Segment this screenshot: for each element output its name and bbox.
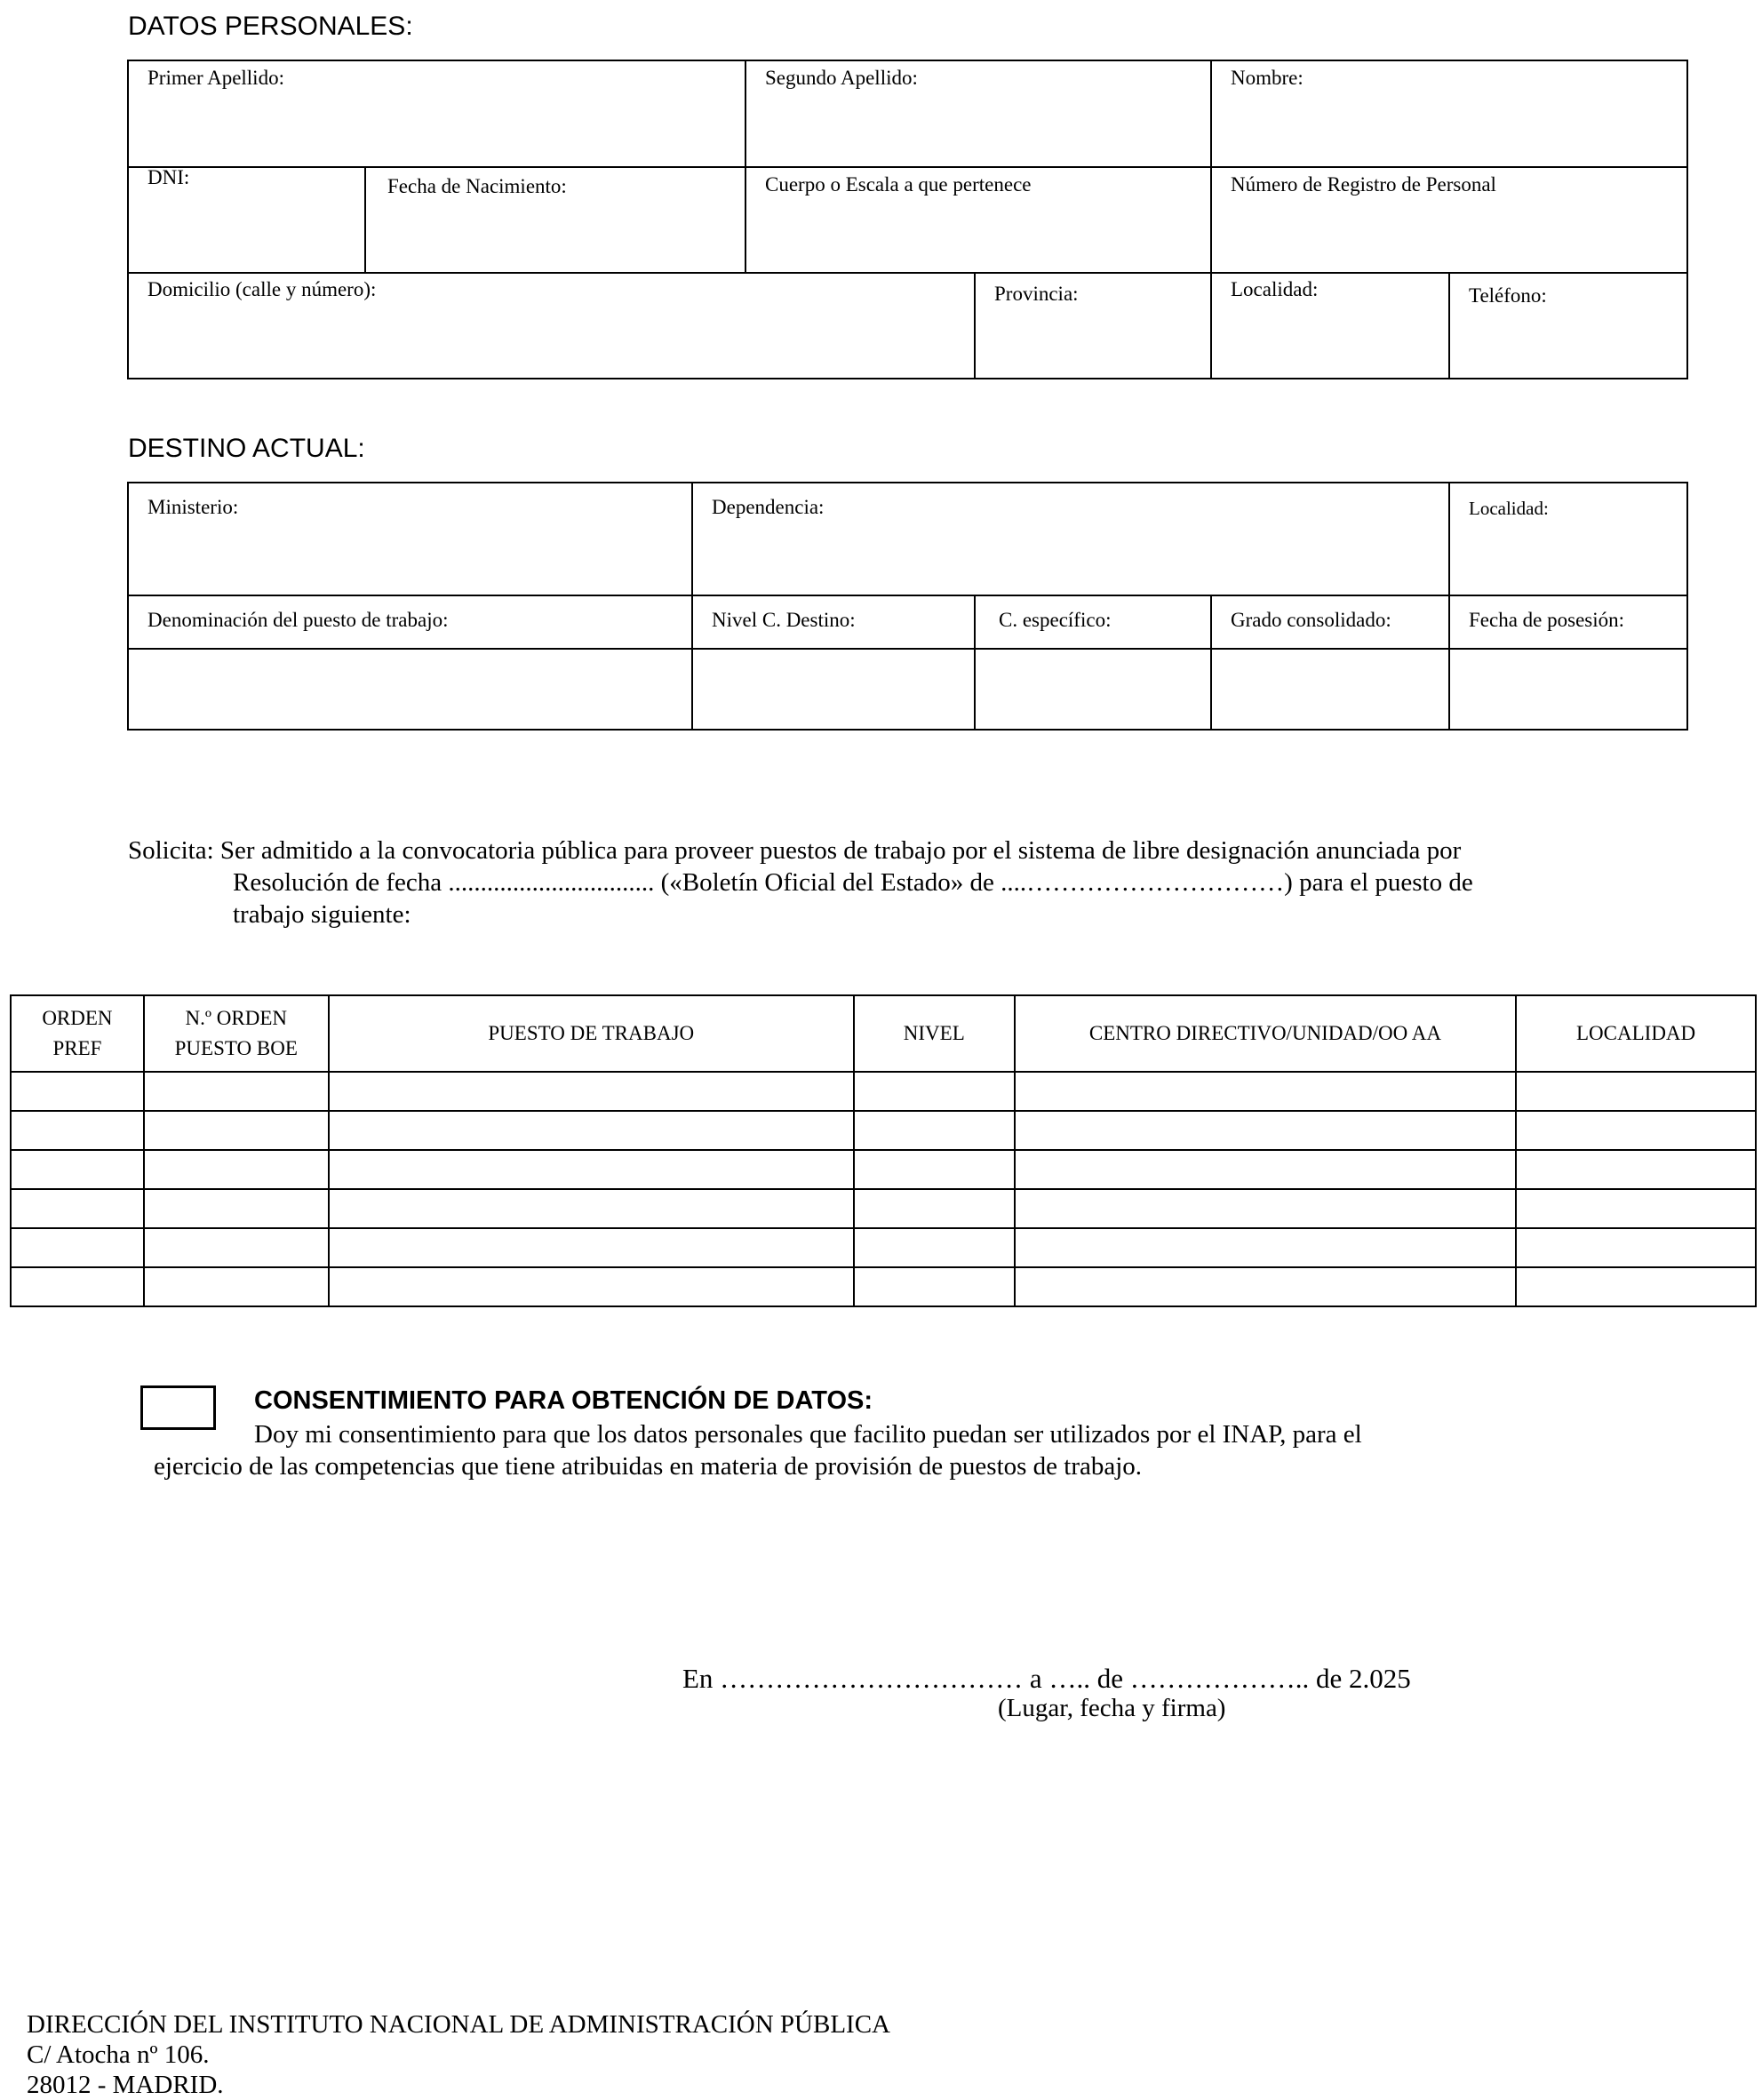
cuerpo-escala-label: Cuerpo o Escala a que pertenece: [765, 173, 1032, 196]
header-n-orden: N.º ORDEN PUESTO BOE: [144, 995, 329, 1072]
segundo-apellido-label: Segundo Apellido:: [765, 67, 918, 89]
primer-apellido-field[interactable]: [127, 60, 746, 168]
denominacion-input[interactable]: [127, 648, 693, 731]
nombre-label: Nombre:: [1231, 67, 1304, 89]
firma-line: En …………………………… a ….. de ……………….. de 2.025: [682, 1663, 1411, 1694]
datos-personales-heading: DATOS PERSONALES:: [128, 12, 413, 41]
destino-actual-heading: DESTINO ACTUAL:: [128, 434, 365, 463]
consentimiento-line1: Doy mi consentimiento para que los datos personales que facilito puedan ser utilizados por el INAP, para el: [254, 1420, 1362, 1449]
nivel-destino-label: Nivel C. Destino:: [712, 609, 856, 631]
provincia-field[interactable]: [974, 272, 1212, 379]
dependencia-field[interactable]: [691, 482, 1450, 596]
table-row[interactable]: [11, 1189, 1756, 1228]
solicita-line3: trabajo siguiente:: [233, 900, 411, 929]
fecha-posesion-input[interactable]: [1448, 648, 1688, 731]
localidad-label: Localidad:: [1231, 278, 1319, 300]
header-centro: CENTRO DIRECTIVO/UNIDAD/OO AA: [1015, 995, 1517, 1072]
telefono-label: Teléfono:: [1469, 284, 1547, 307]
dni-label: DNI:: [147, 166, 190, 188]
fecha-nacimiento-field[interactable]: [364, 166, 746, 274]
solicita-line1: Ser admitido a la convocatoria pública para proveer puestos de trabajo por el sistema de libre designación anunciada por: [219, 836, 1462, 865]
table-row[interactable]: [11, 1228, 1756, 1267]
table-row[interactable]: [11, 1111, 1756, 1150]
footer-line2: C/ Atocha nº 106.: [27, 2040, 210, 2069]
fecha-posesion-header: [1448, 595, 1688, 650]
destino-localidad-field[interactable]: [1448, 482, 1688, 596]
numero-registro-label: Número de Registro de Personal: [1231, 173, 1496, 196]
numero-registro-field[interactable]: [1210, 166, 1688, 274]
c-especifico-label: C. específico:: [999, 609, 1112, 631]
consentimiento-title: CONSENTIMIENTO PARA OBTENCIÓN DE DATOS:: [254, 1386, 873, 1415]
grado-consolidado-header: [1210, 595, 1450, 650]
nivel-destino-input[interactable]: [691, 648, 976, 731]
grado-consolidado-input[interactable]: [1210, 648, 1450, 731]
provincia-label: Provincia:: [994, 283, 1079, 305]
telefono-field[interactable]: [1448, 272, 1688, 379]
denominacion-label: Denominación del puesto de trabajo:: [147, 609, 449, 631]
domicilio-label: Domicilio (calle y número):: [147, 278, 377, 300]
footer-address: [27, 2009, 890, 2100]
denominacion-header: [127, 595, 693, 650]
nivel-destino-header: [691, 595, 976, 650]
cuerpo-escala-field[interactable]: [745, 166, 1212, 274]
fecha-posesion-label: Fecha de posesión:: [1469, 609, 1625, 631]
header-localidad: LOCALIDAD: [1516, 995, 1756, 1072]
primer-apellido-label: Primer Apellido:: [147, 67, 284, 89]
puestos-table: [10, 994, 1757, 1307]
table-row[interactable]: [11, 1150, 1756, 1189]
table-row[interactable]: [11, 1267, 1756, 1306]
c-especifico-header: [974, 595, 1212, 650]
domicilio-field[interactable]: [127, 272, 976, 379]
consentimiento-checkbox[interactable]: [140, 1385, 216, 1430]
firma-caption: (Lugar, fecha y firma): [998, 1694, 1226, 1722]
grado-consolidado-label: Grado consolidado:: [1231, 609, 1391, 631]
segundo-apellido-field[interactable]: [745, 60, 1212, 168]
footer-line3: 28012 - MADRID.: [27, 2071, 224, 2099]
c-especifico-input[interactable]: [974, 648, 1212, 731]
table-row[interactable]: [11, 1072, 1756, 1111]
consentimiento-line2: ejercicio de las competencias que tiene atribuidas en materia de provisión de puestos de trabajo.: [154, 1452, 1143, 1481]
ministerio-label: Ministerio:: [147, 496, 239, 518]
nombre-field[interactable]: [1210, 60, 1688, 168]
solicita-line2: Resolución de fecha ................................ («Boletín Oficial del Estado» de ....…………………………) para el puesto de: [233, 868, 1473, 897]
ministerio-field[interactable]: [127, 482, 693, 596]
footer-line1: DIRECCIÓN DEL INSTITUTO NACIONAL DE ADMINISTRACIÓN PÚBLICA: [27, 2010, 890, 2039]
solicita-paragraph: [128, 834, 1638, 930]
destino-localidad-label: Localidad:: [1469, 498, 1549, 519]
header-nivel: NIVEL: [854, 995, 1015, 1072]
solicita-prefix: Solicita:: [128, 836, 214, 865]
header-puesto: PUESTO DE TRABAJO: [329, 995, 854, 1072]
localidad-field[interactable]: [1210, 272, 1450, 379]
dni-field[interactable]: [127, 166, 366, 274]
dependencia-label: Dependencia:: [712, 496, 825, 518]
puestos-header-row: [11, 995, 1756, 1072]
fecha-nacimiento-label: Fecha de Nacimiento:: [387, 175, 567, 197]
header-orden-pref: ORDEN PREF: [11, 995, 144, 1072]
